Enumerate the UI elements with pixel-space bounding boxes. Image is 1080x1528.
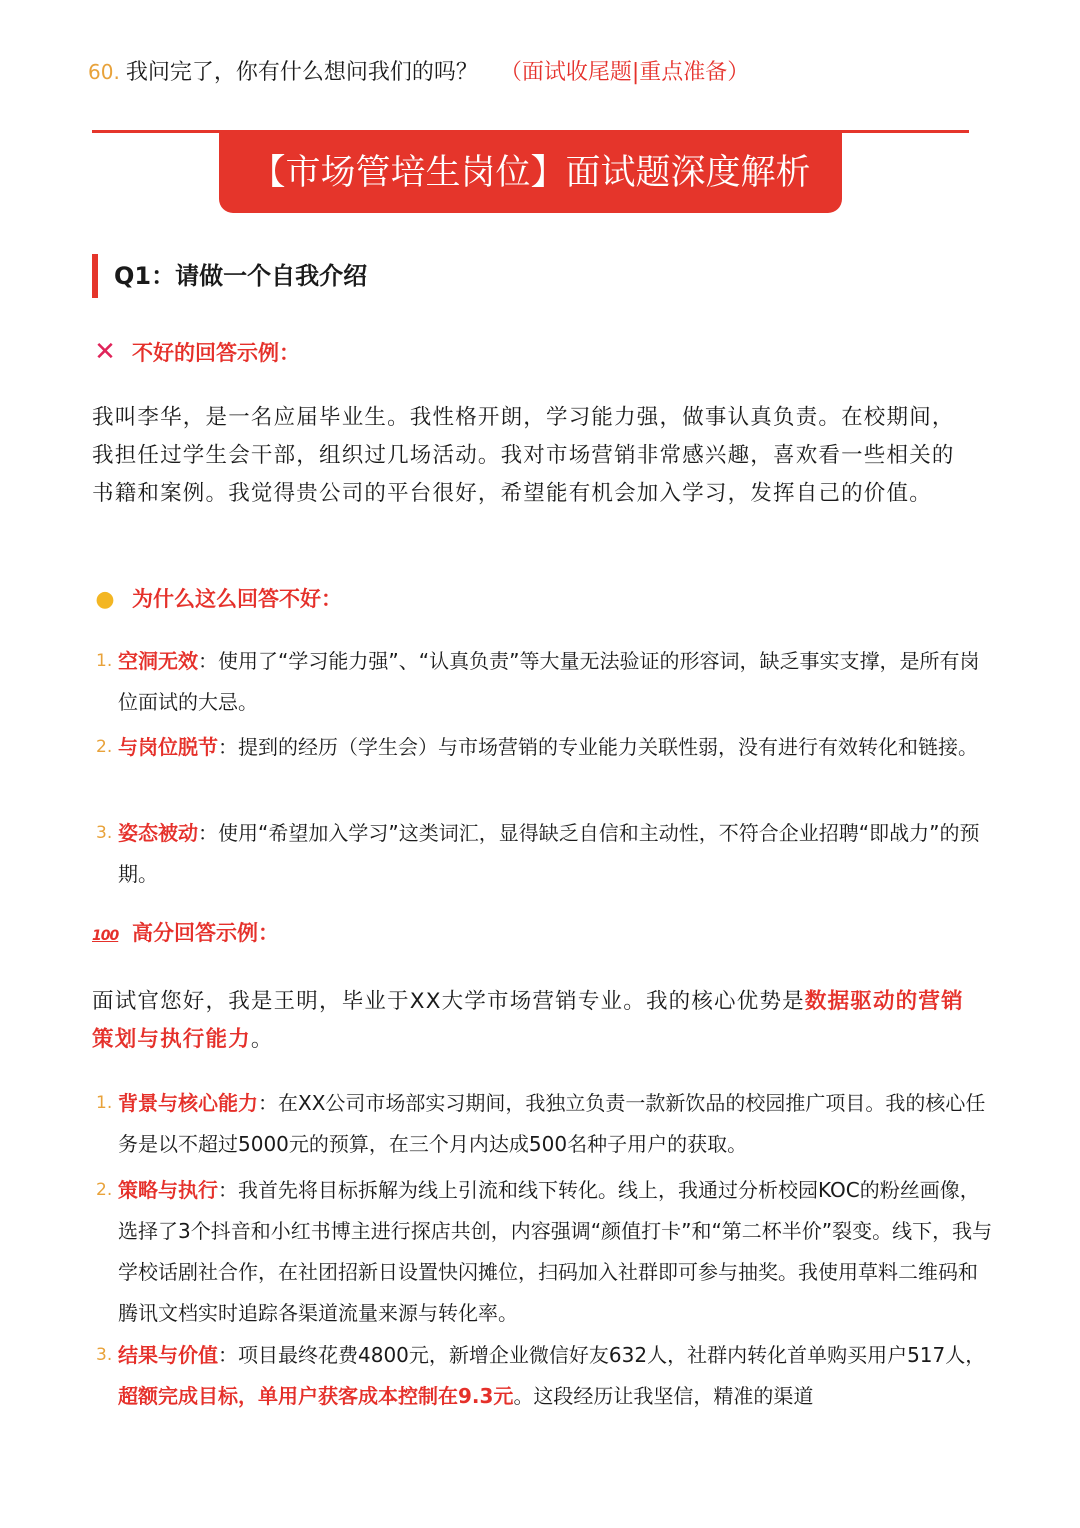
good-item-2 (96, 1170, 994, 1334)
why-bad-label-text: 为什么这么回答不好： (132, 587, 342, 611)
why-bad-label (92, 581, 342, 617)
list-item-highlight: 超额完成目标，单用户获客成本控制在9.3元 (118, 1384, 514, 1408)
list-item-title: 姿态被动 (118, 821, 198, 845)
good-answer-intro (92, 983, 972, 1059)
good-answer-label-text: 高分回答示例： (132, 921, 279, 945)
list-number: 1. (96, 1093, 113, 1113)
list-item-text-end: 。这段经历让我坚信，精准的渠道 (513, 1384, 814, 1408)
list-number: 1. (96, 651, 113, 671)
good-intro-highlight: 数据驱动的营销策划与执行能力 (92, 989, 964, 1052)
list-item-title: 策略与执行 (118, 1178, 218, 1202)
question-heading: Q1：请做一个自我介绍 (92, 254, 367, 298)
bad-answer-label-text: 不好的回答示例： (132, 341, 300, 365)
list-item-text: ：项目最终花费4800元，新增企业微信好友632人，社群内转化首单购买用户517人， (218, 1343, 986, 1367)
why-item-3 (96, 813, 994, 895)
list-number: 2. (96, 737, 113, 757)
bad-answer-label (92, 334, 300, 370)
good-intro-suffix: 。 (250, 1027, 274, 1052)
list-number: 2. (96, 1180, 113, 1200)
title-banner: 【市场管培生岗位】面试题深度解析 (219, 133, 842, 213)
list-number: 3. (96, 1345, 113, 1365)
list-item-text: ：使用“希望加入学习”这类词汇，显得缺乏自信和主动性，不符合企业招聘“即战力”的预期。 (118, 821, 980, 886)
list-item-title: 结果与价值 (118, 1343, 218, 1367)
list-item-title: 空洞无效 (118, 649, 198, 673)
bad-answer-text: 我叫李华，是一名应届毕业生。我性格开朗，学习能力强，做事认真负责。在校期间，我担任过学生会干部，组织过几场活动。我对市场营销非常感兴趣，喜欢看一些相关的书籍和案例。我觉得贵公司的平台很好，希望能有机会加入学习，发挥自己的价值。 (92, 405, 955, 506)
hundred-points-icon: 100 (92, 928, 119, 944)
question-note: （面试收尾题|重点准备） (499, 60, 750, 85)
question-number: 60. (88, 60, 120, 84)
list-item-title: 与岗位脱节 (118, 735, 218, 759)
why-item-2 (96, 727, 994, 768)
why-item-1 (96, 641, 994, 723)
list-number: 3. (96, 823, 113, 843)
list-item-text: ：我首先将目标拆解为线上引流和线下转化。线上，我通过分析校园KOC的粉丝画像，选择了3个抖音和小红书博主进行探店共创，内容强调“颜值打卡”和“第二杯半价”裂变。线下，我与学校话剧社合作，在社团招新日设置快闪摊位，扫码加入社群即可参与抽奖。我使用草料二维码和腾讯文档实时追踪各渠道流量来源与转化率。 (118, 1178, 993, 1325)
good-item-3 (96, 1335, 994, 1417)
question-text: 我问完了，你有什么想问我们的吗？ (125, 60, 478, 85)
cross-mark-icon: ✕ (94, 337, 116, 367)
list-item-title: 背景与核心能力 (118, 1091, 258, 1115)
good-intro-prefix: 面试官您好，我是王明，毕业于XX大学市场营销专业。我的核心优势是 (92, 989, 805, 1014)
good-item-1 (96, 1083, 994, 1165)
list-item-text: ：在XX公司市场部实习期间，我独立负责一款新饮品的校园推广项目。我的核心任务是以不超过5000元的预算，在三个月内达成500名种子用户的获取。 (118, 1091, 986, 1156)
good-answer-label (92, 915, 279, 951)
light-bulb-icon: ● (95, 587, 115, 612)
list-item-text: ：使用了“学习能力强”、“认真负责”等大量无法验证的形容词，缺乏事实支撑，是所有岗位面试的大忌。 (118, 649, 980, 714)
list-item-text: ：提到的经历（学生会）与市场营销的专业能力关联性弱，没有进行有效转化和链接。 (218, 735, 978, 759)
previous-question-line (88, 52, 988, 92)
